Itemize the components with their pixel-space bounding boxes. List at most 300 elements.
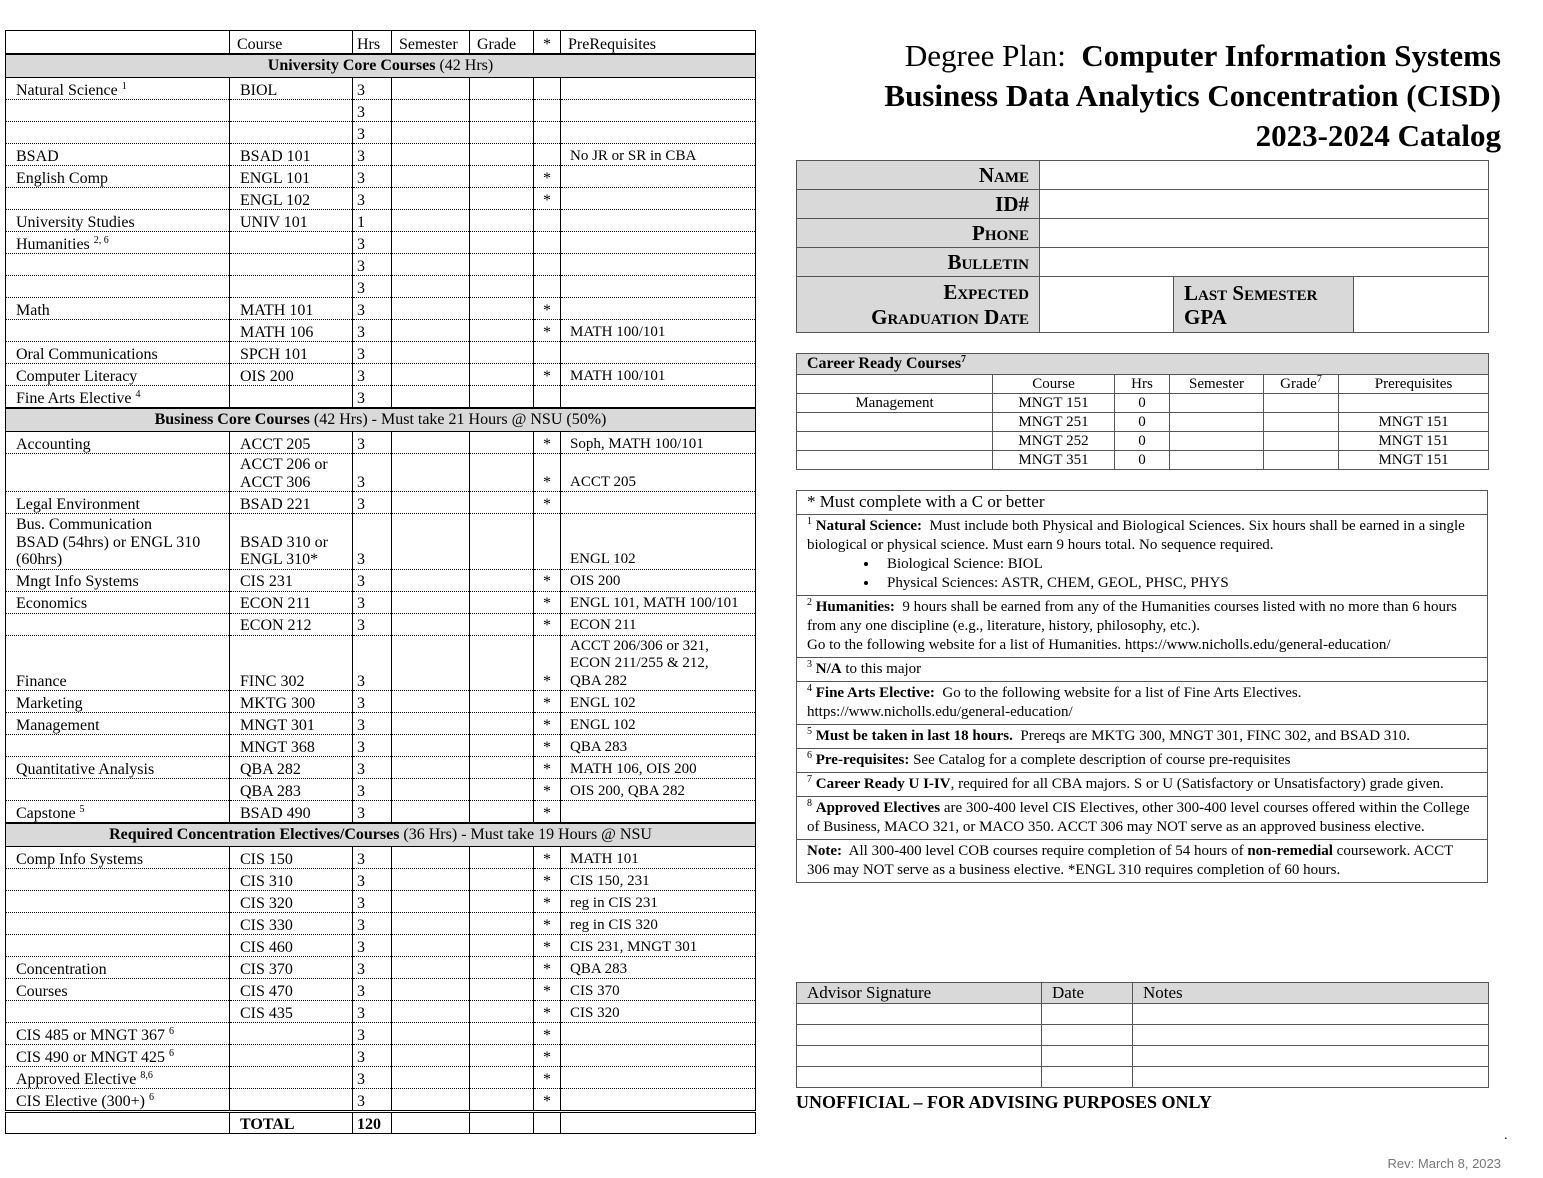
semester-cell[interactable] (392, 254, 470, 276)
semester-cell[interactable] (392, 613, 470, 635)
course-hrs: 3 (353, 757, 392, 779)
grade-cell[interactable] (470, 166, 534, 188)
course-prerequisites (561, 1045, 756, 1067)
note-5-last-18-hours: $^5$ Must be taken in last 18 hours. Prereqs are MKTG 300, MNGT 301, FINC 302, and BSAD 310. (797, 725, 1487, 749)
career-prerequisite: MNGT 151 (1339, 432, 1489, 451)
career-row (797, 394, 1489, 413)
grade-cell[interactable] (470, 1067, 534, 1089)
grade-cell[interactable] (470, 144, 534, 166)
course-hrs: 3 (353, 364, 392, 386)
course-prerequisites: MATH 106, OIS 200 (561, 757, 756, 779)
course-code (230, 1067, 353, 1089)
grade-cell[interactable] (470, 122, 534, 144)
course-code (230, 1023, 353, 1045)
career-semester-cell[interactable] (1170, 413, 1264, 432)
course-code: ACCT 205 (230, 432, 353, 454)
course-hrs: 3 (353, 735, 392, 757)
c-or-better-star: * (534, 591, 561, 613)
c-or-better-star: * (534, 691, 561, 713)
section-title-text: Required Concentration Electives/Courses (109, 826, 400, 844)
gpa-label-line1: Last Semester (1184, 280, 1318, 305)
course-area-text: Marketing (16, 694, 83, 712)
semester-cell[interactable] (392, 735, 470, 757)
semester-cell[interactable] (392, 188, 470, 210)
footnote-ref: 1 (121, 80, 127, 92)
note-6-prerequisites: $^6$ Pre-requisites: See Catalog for a complete description of course pre-requisites (797, 749, 1487, 773)
course-hrs: 3 (353, 254, 392, 276)
course-area-text: Oral Communications (16, 345, 158, 363)
grade-cell[interactable] (470, 613, 534, 635)
course-area-text: Mngt Info Systems (16, 573, 139, 590)
grade-cell[interactable] (470, 210, 534, 232)
grade-cell[interactable] (470, 78, 534, 100)
grade-cell[interactable] (470, 342, 534, 364)
c-or-better-star: * (534, 1089, 561, 1112)
section-header (6, 54, 756, 78)
date-field[interactable] (1042, 1025, 1133, 1046)
course-area-text: CIS 485 or MNGT 367 (16, 1026, 166, 1044)
grade-cell[interactable] (470, 432, 534, 454)
course-area (6, 713, 230, 735)
semester-cell[interactable] (392, 1023, 470, 1045)
course-hrs: 3 (353, 166, 392, 188)
semester-cell[interactable] (392, 78, 470, 100)
semester-cell[interactable] (392, 364, 470, 386)
course-area (6, 144, 230, 166)
grade-cell[interactable] (470, 691, 534, 713)
advisor-signature-header: Advisor Signature (797, 983, 1042, 1004)
course-row (6, 957, 756, 979)
course-area (6, 869, 230, 891)
career-semester-cell[interactable] (1170, 394, 1264, 413)
course-prerequisites (561, 1023, 756, 1045)
last-semester-gpa-field[interactable] (1354, 277, 1489, 333)
course-prerequisites: OIS 200 (561, 569, 756, 591)
grade-cell[interactable] (470, 913, 534, 935)
revision-date: Rev: March 8, 2023 (1387, 1156, 1501, 1171)
grade-cell[interactable] (470, 635, 534, 691)
course-row (6, 210, 756, 232)
course-area (6, 432, 230, 454)
grade-cell[interactable] (470, 1089, 534, 1112)
course-hrs: 3 (353, 635, 392, 691)
course-prerequisites: CIS 320 (561, 1001, 756, 1023)
career-grade-cell[interactable] (1264, 451, 1339, 470)
course-code (230, 276, 353, 298)
course-area (6, 779, 230, 801)
section-title-note: (36 Hrs) - Must take 19 Hours @ NSU (403, 826, 652, 844)
c-or-better-star: * (534, 779, 561, 801)
course-row (6, 691, 756, 713)
career-col-prerequisites: Prerequisites (1339, 375, 1489, 394)
section-title-text: Business Core Courses (154, 411, 310, 429)
notes-field[interactable] (1133, 1046, 1489, 1067)
advisor-signature-table (796, 982, 1489, 1088)
c-or-better-star (534, 122, 561, 144)
course-table-body (6, 54, 756, 1134)
c-or-better-star: * (534, 1001, 561, 1023)
c-or-better-star: * (534, 1023, 561, 1045)
grade-cell[interactable] (470, 891, 534, 913)
date-field[interactable] (1042, 1004, 1133, 1025)
career-area: Management (797, 394, 993, 413)
course-area (6, 78, 230, 100)
semester-cell[interactable] (392, 891, 470, 913)
total-label: TOTAL (230, 1112, 353, 1134)
grade-cell[interactable] (470, 386, 534, 409)
date-field[interactable] (1042, 1067, 1133, 1088)
semester-cell[interactable] (392, 298, 470, 320)
course-code: FINC 302 (230, 635, 353, 691)
course-hrs: 3 (353, 1067, 392, 1089)
footnote-ref: 5 (79, 803, 85, 815)
career-col-semester: Semester (1170, 375, 1264, 394)
career-col-grade: Grade$^7$ (1264, 375, 1339, 394)
semester-cell[interactable] (392, 957, 470, 979)
stray-dot: . (1504, 1128, 1508, 1143)
course-area (6, 454, 230, 492)
semester-cell[interactable] (392, 1001, 470, 1023)
c-or-better-star: * (534, 979, 561, 1001)
semester-cell[interactable] (392, 801, 470, 824)
semester-cell[interactable] (392, 635, 470, 691)
course-row (6, 935, 756, 957)
grade-cell[interactable] (470, 757, 534, 779)
course-area-text: CIS 490 or MNGT 425 (16, 1048, 166, 1066)
course-area (6, 1023, 230, 1045)
course-hrs: 3 (353, 1045, 392, 1067)
course-row (6, 1023, 756, 1045)
course-area (6, 613, 230, 635)
grade-cell[interactable] (470, 779, 534, 801)
course-row (6, 232, 756, 254)
course-area (6, 364, 230, 386)
c-or-better-star: * (534, 298, 561, 320)
course-prerequisites: CIS 231, MNGT 301 (561, 935, 756, 957)
course-row (6, 454, 756, 492)
course-prerequisites (561, 210, 756, 232)
course-prerequisites: ENGL 101, MATH 100/101 (561, 591, 756, 613)
note-2-humanities: $^2$ Humanities: 9 hours shall be earned from any of the Humanities courses listed with no more than 6 hours from any one discipline (e.g., literature, history, philosophy, etc.). Go to the following website for a list of Humanities. https://www.nicholls.edu/general-education/ (797, 596, 1487, 658)
course-area-text: Legal Environment (16, 495, 140, 513)
name-label: Name (797, 161, 1040, 190)
grade-cell[interactable] (470, 188, 534, 210)
c-or-better-star (534, 232, 561, 254)
course-prerequisites (561, 298, 756, 320)
semester-cell[interactable] (392, 514, 470, 570)
degree-plan-title (884, 36, 1501, 156)
career-prerequisite: MNGT 151 (1339, 413, 1489, 432)
title-program: Computer Information Systems (1081, 38, 1501, 73)
course-hrs: 3 (353, 454, 392, 492)
course-code: CIS 370 (230, 957, 353, 979)
total-spacer (534, 1112, 561, 1134)
advisor-signature-field[interactable] (797, 1046, 1042, 1067)
semester-cell[interactable] (392, 713, 470, 735)
course-row (6, 276, 756, 298)
career-prerequisite: MNGT 151 (1339, 451, 1489, 470)
course-row (6, 891, 756, 913)
grade-cell[interactable] (470, 232, 534, 254)
phone-field[interactable] (1040, 219, 1489, 248)
course-area (6, 913, 230, 935)
section-header (6, 823, 756, 847)
course-prerequisites (561, 232, 756, 254)
course-row (6, 735, 756, 757)
course-row (6, 1045, 756, 1067)
semester-cell[interactable] (392, 569, 470, 591)
notes-header: Notes (1133, 983, 1489, 1004)
course-area (6, 276, 230, 298)
grade-cell[interactable] (470, 1045, 534, 1067)
course-area (6, 492, 230, 514)
semester-cell[interactable] (392, 144, 470, 166)
bulletin-field[interactable] (1040, 248, 1489, 277)
course-prerequisites: CIS 150, 231 (561, 869, 756, 891)
c-or-better-star (534, 210, 561, 232)
course-hrs: 3 (353, 342, 392, 364)
footnote-ref: 4 (135, 388, 141, 400)
expected-graduation-field[interactable] (1040, 277, 1174, 333)
c-or-better-star: * (534, 801, 561, 824)
course-row (6, 1089, 756, 1112)
course-area (6, 320, 230, 342)
career-grade-cell[interactable] (1264, 413, 1339, 432)
course-row (6, 298, 756, 320)
course-hrs: 3 (353, 613, 392, 635)
c-or-better-star: * (534, 166, 561, 188)
semester-cell[interactable] (392, 454, 470, 492)
name-field[interactable] (1040, 161, 1489, 190)
footnote-ref: 8,6 (140, 1069, 153, 1081)
course-row (6, 713, 756, 735)
course-hrs: 3 (353, 144, 392, 166)
semester-cell[interactable] (392, 691, 470, 713)
course-row (6, 166, 756, 188)
course-code: MATH 106 (230, 320, 353, 342)
semester-cell[interactable] (392, 757, 470, 779)
note-must-complete: * Must complete with a C or better (797, 491, 1487, 515)
course-hrs: 3 (353, 691, 392, 713)
grade-cell[interactable] (470, 454, 534, 492)
course-code: ECON 211 (230, 591, 353, 613)
course-area-text: Courses (16, 982, 68, 1000)
c-or-better-star (534, 254, 561, 276)
course-prerequisites (561, 254, 756, 276)
semester-cell[interactable] (392, 779, 470, 801)
note-1-bullet-phys: • Physical Sciences: ASTR, CHEM, GEOL, PHSC, PHYS (879, 574, 1477, 593)
course-hrs: 3 (353, 591, 392, 613)
c-or-better-star: * (534, 454, 561, 492)
career-course: MNGT 251 (993, 413, 1115, 432)
semester-cell[interactable] (392, 320, 470, 342)
grade-cell[interactable] (470, 1023, 534, 1045)
course-hrs: 3 (353, 386, 392, 409)
course-code: CIS 320 (230, 891, 353, 913)
course-row (6, 779, 756, 801)
footnote-ref: 6 (149, 1091, 154, 1103)
career-hrs: 0 (1115, 451, 1170, 470)
course-area-text: Computer Literacy (16, 367, 138, 385)
semester-cell[interactable] (392, 913, 470, 935)
c-or-better-star: * (534, 432, 561, 454)
semester-cell[interactable] (392, 100, 470, 122)
semester-cell[interactable] (392, 591, 470, 613)
course-area-text: Management (16, 716, 100, 734)
date-field[interactable] (1042, 1046, 1133, 1067)
c-or-better-star: * (534, 635, 561, 691)
course-area-text: Natural Science (16, 81, 118, 99)
course-code: BIOL (230, 78, 353, 100)
semester-cell[interactable] (392, 386, 470, 409)
course-row (6, 364, 756, 386)
career-ready-header (797, 375, 1489, 394)
c-or-better-star (534, 100, 561, 122)
grade-cell[interactable] (470, 254, 534, 276)
course-prerequisites: ACCT 206/306 or 321, ECON 211/255 & 212, QBA 282 (561, 635, 756, 691)
grade-cell[interactable] (470, 713, 534, 735)
semester-cell[interactable] (392, 869, 470, 891)
course-prerequisites: CIS 370 (561, 979, 756, 1001)
grade-cell[interactable] (470, 492, 534, 514)
grade-cell[interactable] (470, 957, 534, 979)
career-hrs: 0 (1115, 413, 1170, 432)
course-code (230, 1089, 353, 1112)
course-hrs: 3 (353, 869, 392, 891)
notes-field[interactable] (1133, 1004, 1489, 1025)
semester-cell[interactable] (392, 432, 470, 454)
course-area-text: Bus. Communication BSAD (54hrs) or ENGL 310 (60hrs) (16, 516, 201, 568)
course-row (6, 188, 756, 210)
semester-cell[interactable] (392, 122, 470, 144)
grade-cell[interactable] (470, 847, 534, 869)
career-row (797, 432, 1489, 451)
course-area (6, 100, 230, 122)
total-spacer (392, 1112, 470, 1134)
course-area (6, 298, 230, 320)
semester-cell[interactable] (392, 1067, 470, 1089)
note-8-approved-electives: $^8$ Approved Electives are 300-400 level CIS Electives, other 300-400 level courses offered within the College of Business, MACO 321, or MACO 350. ACCT 306 may NOT serve as an approved business elective. (797, 797, 1487, 840)
semester-cell[interactable] (392, 166, 470, 188)
career-semester-cell[interactable] (1170, 451, 1264, 470)
title-concentration: Business Data Analytics Concentration (CISD) (884, 78, 1501, 113)
semester-cell[interactable] (392, 232, 470, 254)
id-field[interactable] (1040, 190, 1489, 219)
phone-label: Phone (797, 219, 1040, 248)
c-or-better-star: * (534, 364, 561, 386)
grade-cell[interactable] (470, 869, 534, 891)
grade-cell[interactable] (470, 569, 534, 591)
c-or-better-star: * (534, 757, 561, 779)
grade-cell[interactable] (470, 979, 534, 1001)
notes-field[interactable] (1133, 1067, 1489, 1088)
note-1-bullet-bio: • Biological Science: BIOL (879, 555, 1477, 574)
grade-cell[interactable] (470, 364, 534, 386)
section-title (6, 54, 756, 78)
grade-cell[interactable] (470, 276, 534, 298)
c-or-better-star: * (534, 1045, 561, 1067)
course-area (6, 757, 230, 779)
semester-cell[interactable] (392, 979, 470, 1001)
grade-cell[interactable] (470, 298, 534, 320)
course-hrs: 3 (353, 979, 392, 1001)
grade-cell[interactable] (470, 1001, 534, 1023)
c-or-better-star: * (534, 613, 561, 635)
career-col-hrs: Hrs (1115, 375, 1170, 394)
career-grade-cell[interactable] (1264, 432, 1339, 451)
grade-cell[interactable] (470, 591, 534, 613)
semester-cell[interactable] (392, 342, 470, 364)
grade-cell[interactable] (470, 514, 534, 570)
course-area (6, 1001, 230, 1023)
course-code (230, 254, 353, 276)
career-col-area (797, 375, 993, 394)
total-spacer (470, 1112, 534, 1134)
semester-cell[interactable] (392, 935, 470, 957)
course-hrs: 3 (353, 779, 392, 801)
course-row (6, 979, 756, 1001)
course-prerequisites (561, 122, 756, 144)
career-grade-cell[interactable] (1264, 394, 1339, 413)
course-row (6, 386, 756, 409)
advisor-signature-field[interactable] (797, 1025, 1042, 1046)
notes-field[interactable] (1133, 1025, 1489, 1046)
course-area (6, 514, 230, 570)
semester-cell[interactable] (392, 1089, 470, 1112)
course-code: ECON 212 (230, 613, 353, 635)
course-area-text: CIS Elective (300+) (16, 1092, 145, 1110)
section-title (6, 823, 756, 847)
bulletin-label: Bulletin (797, 248, 1040, 277)
c-or-better-star (534, 78, 561, 100)
col-header-star: * (534, 31, 561, 55)
grade-cell[interactable] (470, 801, 534, 824)
grade-cell[interactable] (470, 935, 534, 957)
c-or-better-star: * (534, 847, 561, 869)
course-area-text: Comp Info Systems (16, 850, 144, 868)
course-hrs: 3 (353, 801, 392, 824)
career-hrs: 0 (1115, 432, 1170, 451)
semester-cell[interactable] (392, 1045, 470, 1067)
course-area (6, 801, 230, 824)
course-row (6, 432, 756, 454)
grade-cell[interactable] (470, 735, 534, 757)
career-row (797, 451, 1489, 470)
grade-cell[interactable] (470, 320, 534, 342)
semester-cell[interactable] (392, 276, 470, 298)
title-prefix: Degree Plan: (904, 38, 1066, 73)
career-semester-cell[interactable] (1170, 432, 1264, 451)
advisor-signature-field[interactable] (797, 1004, 1042, 1025)
col-header-prerequisites: PreRequisites (561, 31, 756, 55)
course-code: MNGT 368 (230, 735, 353, 757)
c-or-better-star: * (534, 913, 561, 935)
course-row (6, 613, 756, 635)
semester-cell[interactable] (392, 847, 470, 869)
course-code: ACCT 206 or ACCT 306 (230, 454, 353, 492)
semester-cell[interactable] (392, 492, 470, 514)
course-hrs: 3 (353, 492, 392, 514)
course-code: QBA 283 (230, 779, 353, 801)
student-info-form (796, 160, 1489, 333)
grade-cell[interactable] (470, 100, 534, 122)
course-table-container (5, 30, 755, 1134)
advisor-signature-field[interactable] (797, 1067, 1042, 1088)
course-code (230, 1045, 353, 1067)
semester-cell[interactable] (392, 210, 470, 232)
total-row (6, 1112, 756, 1134)
course-prerequisites: ENGL 102 (561, 713, 756, 735)
